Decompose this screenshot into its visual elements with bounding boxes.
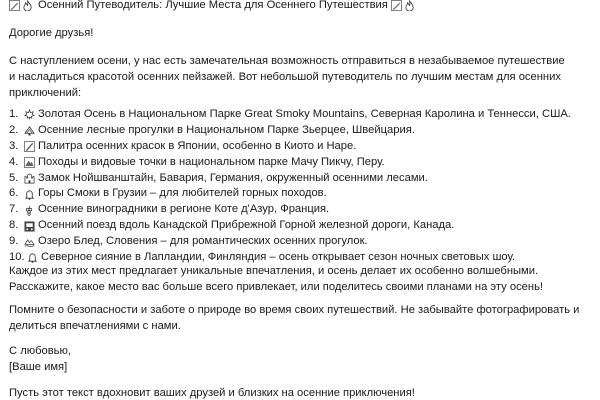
list-item	[9, 123, 571, 139]
maple-leaf-icon	[24, 109, 35, 120]
item-text: Палитра осенних красок в Японии, особенно в Киото и Наре.	[38, 139, 357, 152]
list-item	[9, 202, 571, 218]
castle-icon	[24, 173, 35, 184]
document-body	[9, 0, 594, 399]
list-item	[9, 107, 571, 123]
document-title	[9, 0, 594, 12]
signature-placeholder: [Ваше имя]	[9, 361, 68, 373]
safety-paragraph: Помните о безопасности и заботе о природе во время своих путешествий. Не забывайте фотографировать и делиться впечатлениями с нами.	[9, 304, 580, 332]
list-item	[9, 155, 571, 171]
pencil-leaf-icon	[391, 0, 402, 11]
item-number: 3.	[9, 139, 19, 152]
closing-line: С любовью,	[9, 345, 72, 357]
item-number: 8.	[9, 219, 19, 232]
item-text: Северное сияние в Лапландии, Финляндия – осень открывает сезон ночных световых шоу.	[41, 251, 516, 264]
intro-paragraph: С наступлением осени, у нас есть замечательная возможность отправиться в незабываемое путешествие и насладиться красотой осенних пейзажей. Вот небольшой путеводитель по лучшим местам для осенних приключений:	[9, 55, 565, 99]
item-number: 4.	[9, 155, 19, 168]
bell-icon	[24, 189, 35, 200]
reflection-paragraph: Каждое из этих мест предлагает уникальные впечатления, и осень делает их особенно волшебными. Расскажите, какое место вас больше всего привлекает, или поделитесь своими планами на эту осень!	[9, 265, 544, 293]
mountain-icon	[24, 157, 35, 168]
item-text: Горы Смоки в Грузии – для любителей горных походов.	[38, 187, 327, 200]
title-text: Осенний Путеводитель: Лучшие Места для Осеннего Путешествия	[38, 0, 388, 11]
bell-icon	[27, 252, 38, 263]
item-number: 10.	[9, 251, 25, 264]
pencil-leaf-icon	[9, 0, 20, 11]
train-icon	[24, 221, 35, 232]
item-text: Осенний поезд вдоль Канадской Прибрежной Горной железной дороги, Канада.	[38, 219, 455, 232]
tree-icon	[24, 125, 35, 136]
item-text: Осенние лесные прогулки в Национальном Парке Зьерцее, Швейцария.	[38, 123, 415, 136]
fire-icon	[404, 0, 415, 11]
footer-line: Пусть этот текст вдохновит ваших друзей и близких на осенние приключения!	[9, 387, 415, 399]
item-number: 9.	[9, 235, 19, 248]
item-number: 1.	[9, 108, 19, 120]
item-number: 7.	[9, 203, 19, 216]
item-number: 2.	[9, 123, 19, 136]
list-item	[9, 234, 571, 250]
list-item	[9, 139, 571, 155]
places-list	[9, 107, 571, 266]
list-item	[9, 186, 571, 202]
item-text: Походы и видовые точки в национальном парке Мачу Пикчу, Перу.	[38, 155, 385, 168]
palette-icon	[24, 141, 35, 152]
item-number: 6.	[9, 187, 19, 200]
grapes-icon	[24, 205, 35, 216]
fire-icon	[22, 0, 33, 11]
item-text: Осенние виноградники в регионе Коте д'Азур, Франция.	[38, 203, 330, 216]
lake-icon	[24, 237, 35, 248]
item-text: Озеро Блед, Словения – для романтических осенних прогулок.	[38, 235, 368, 248]
list-item	[9, 171, 571, 187]
item-text: Золотая Осень в Национальном Парке Great Smoky Mountains, Северная Каролина и Теннесси, США.	[38, 108, 571, 120]
item-number: 5.	[9, 171, 19, 184]
list-item	[9, 218, 571, 234]
item-text: Замок Нойшванштайн, Бавария, Германия, окруженный осенними лесами.	[38, 171, 428, 184]
greeting: Дорогие друзья!	[9, 27, 94, 39]
